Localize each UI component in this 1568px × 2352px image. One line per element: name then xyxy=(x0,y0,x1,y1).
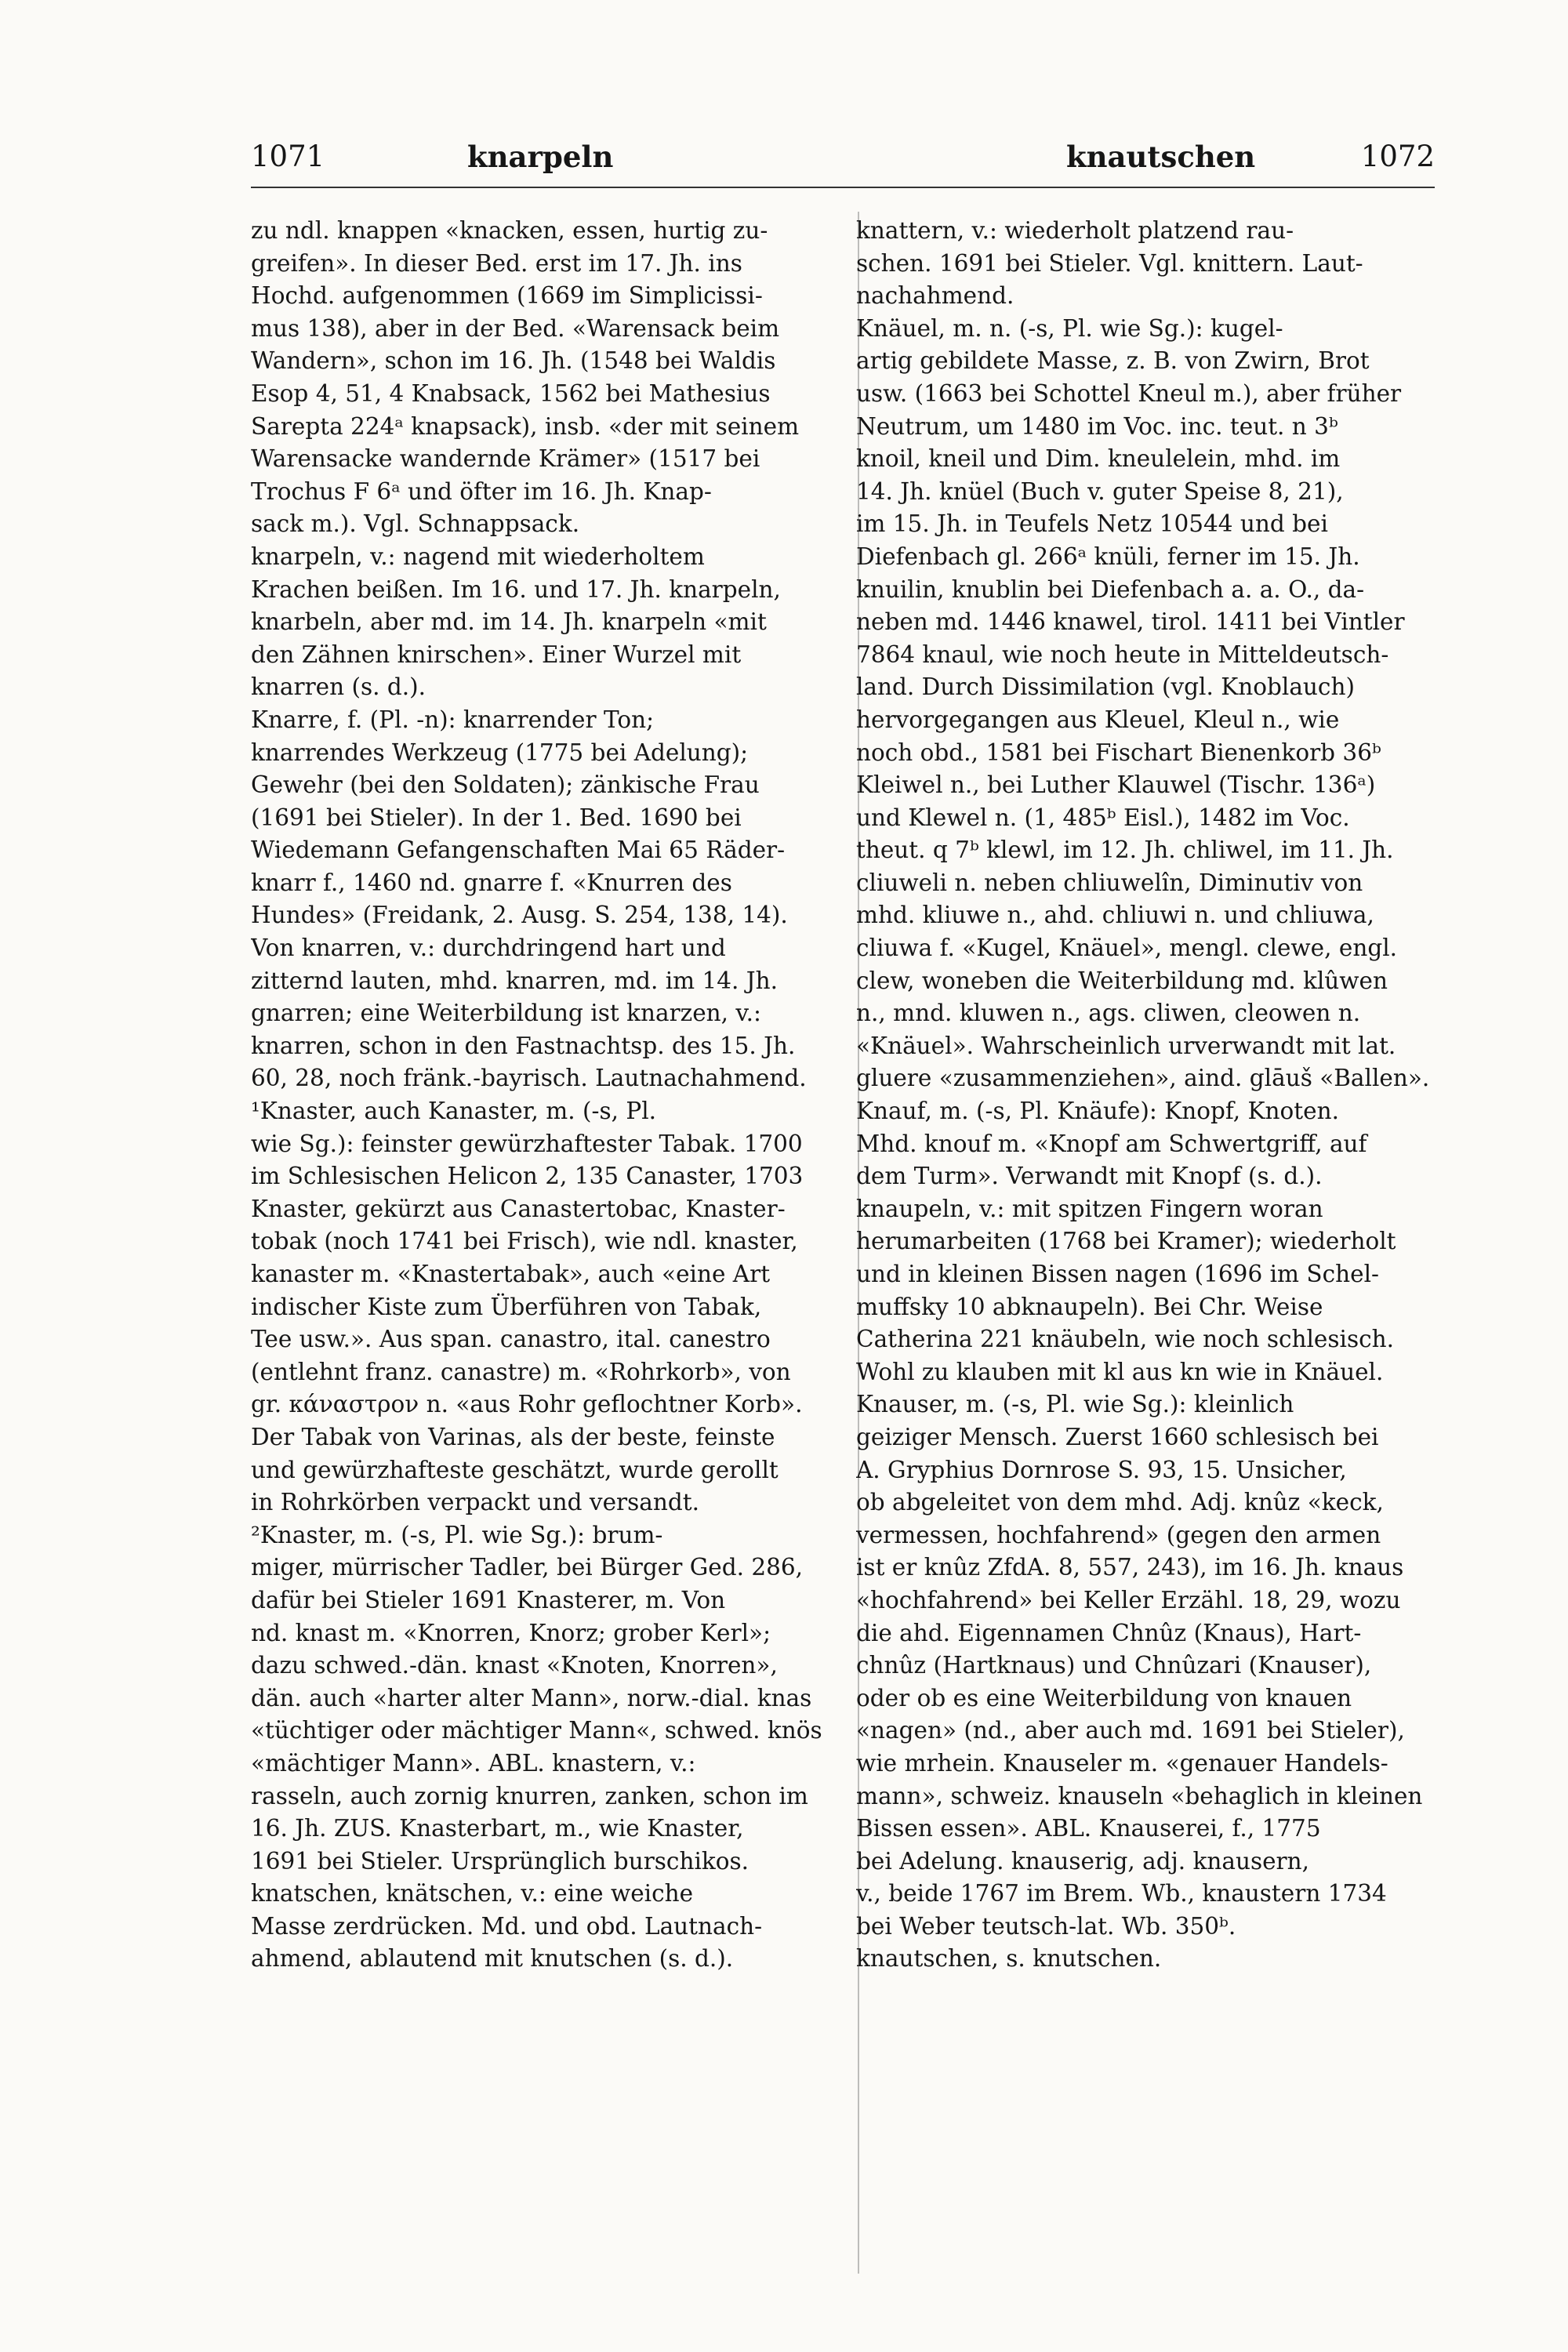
text-line: clew, woneben die Weiterbildung md. klûwen xyxy=(856,967,1388,994)
text-line: Wohl zu klauben mit kl aus kn wie in Knäuel. xyxy=(856,1358,1384,1385)
text-line: 7864 knaul, wie noch heute in Mitteldeutsch- xyxy=(856,641,1389,668)
text-line: knarpeln, v.: nagend mit wiederholtem xyxy=(251,543,705,570)
page-number-left: 1071 xyxy=(251,140,325,173)
text-line: Der Tabak von Varinas, als der beste, feinste xyxy=(251,1423,775,1450)
page-number-right: 1072 xyxy=(1360,140,1435,173)
text-line: ¹Knaster, auch Kanaster, m. (-s, Pl. xyxy=(251,1098,657,1125)
text-line: knaupeln, v.: mit spitzen Fingern woran xyxy=(856,1195,1323,1222)
text-line: in Rohrkörben verpackt und versandt. xyxy=(251,1489,699,1516)
text-line: Diefenbach gl. 266ᵃ knüli, ferner im 15. Jh. xyxy=(856,543,1360,570)
text-line: ahmend, ablautend mit knutschen (s. d.). xyxy=(251,1945,734,1973)
text-line: tobak (noch 1741 bei Frisch), wie ndl. knaster, xyxy=(251,1228,798,1255)
text-line: wie Sg.): feinster gewürzhaftester Tabak. 1700 xyxy=(251,1130,803,1157)
text-line: dem Turm». Verwandt mit Knopf (s. d.). xyxy=(856,1163,1323,1190)
text-line: ist er knûz ZfdA. 8, 557, 243), im 16. Jh. knaus xyxy=(856,1554,1404,1581)
text-line: Von knarren, v.: durchdringend hart und xyxy=(251,935,726,962)
text-line: geiziger Mensch. Zuerst 1660 schlesisch bei xyxy=(856,1423,1379,1450)
text-line: 16. Jh. ZUS. Knasterbart, m., wie Knaster, xyxy=(251,1815,744,1842)
text-line: Knauf, m. (-s, Pl. Knäufe): Knopf, Knoten. xyxy=(856,1098,1339,1125)
text-line: gr. κάναστρον n. «aus Rohr geflochtner Korb». xyxy=(251,1391,803,1418)
text-line: den Zähnen knirschen». Einer Wurzel mit xyxy=(251,641,742,668)
text-line: im 15. Jh. in Teufels Netz 10544 und bei xyxy=(856,510,1328,538)
text-line: ob abgeleitet von dem mhd. Adj. knûz «keck, xyxy=(856,1489,1384,1516)
text-line: Knäuel, m. n. (-s, Pl. wie Sg.): kugel- xyxy=(856,314,1283,342)
text-line: Mhd. knouf m. «Knopf am Schwertgriff, auf xyxy=(856,1130,1367,1157)
text-line: Tee usw.». Aus span. canastro, ital. canestro xyxy=(251,1326,771,1353)
text-line: muffsky 10 abknaupeln). Bei Chr. Weise xyxy=(856,1293,1323,1320)
text-line: «nagen» (nd., aber auch md. 1691 bei Stieler), xyxy=(856,1717,1405,1744)
text-line: Krachen beißen. Im 16. und 17. Jh. knarpeln, xyxy=(251,575,781,603)
text-line: gnarren; eine Weiterbildung ist knarzen, v.: xyxy=(251,1000,761,1027)
text-line: Knarre, f. (Pl. -n): knarrender Ton; xyxy=(251,706,655,733)
text-line: zitternd lauten, mhd. knarren, md. im 14. Jh. xyxy=(251,967,778,994)
text-line: chnûz (Hartknaus) und Chnûzari (Knauser), xyxy=(856,1652,1372,1679)
text-line: Wiedemann Gefangenschaften Mai 65 Räder- xyxy=(251,837,786,864)
text-line: 60, 28, noch fränk.-bayrisch. Lautnachahmend. xyxy=(251,1065,807,1092)
text-line: dafür bei Stieler 1691 Knasterer, m. Von xyxy=(251,1586,726,1613)
text-line: noch obd., 1581 bei Fischart Bienenkorb 36ᵇ xyxy=(856,739,1381,766)
text-line: 1691 bei Stieler. Ursprünglich burschikos. xyxy=(251,1847,750,1875)
text-line: Wandern», schon im 16. Jh. (1548 bei Waldis xyxy=(251,347,776,375)
text-line: Kleiwel n., bei Luther Klauwel (Tischr. 136ᵃ) xyxy=(856,771,1376,799)
text-line: A. Gryphius Dornrose S. 93, 15. Unsicher, xyxy=(856,1456,1347,1483)
text-line: rasseln, auch zornig knurren, zanken, schon im xyxy=(251,1782,808,1809)
text-line: und in kleinen Bissen nagen (1696 im Schel- xyxy=(856,1261,1379,1287)
text-line: schen. 1691 bei Stieler. Vgl. knittern. Laut- xyxy=(856,249,1363,277)
text-line: (1691 bei Stieler). In der 1. Bed. 1690 bei xyxy=(251,804,742,831)
text-line: knautschen, s. knutschen. xyxy=(856,1945,1162,1973)
text-line: bei Adelung. knauserig, adj. knausern, xyxy=(856,1847,1310,1875)
text-line: Knaster, gekürzt aus Canastertobac, Knaster- xyxy=(251,1195,786,1222)
text-line: cliuweli n. neben chliuwelîn, Diminutiv von xyxy=(856,869,1363,896)
text-line: Masse zerdrücken. Md. und obd. Lautnach- xyxy=(251,1912,763,1940)
text-line: «hochfahrend» bei Keller Erzähl. 18, 29, wozu xyxy=(856,1586,1401,1613)
text-line: «mächtiger Mann». ABL. knastern, v.: xyxy=(251,1749,696,1777)
text-line: mann», schweiz. knauseln «behaglich in kleinen xyxy=(856,1782,1423,1809)
text-line: knarren (s. d.). xyxy=(251,673,426,701)
text-line: (entlehnt franz. canastre) m. «Rohrkorb», von xyxy=(251,1358,791,1385)
text-line: kanaster m. «Knastertabak», auch «eine Art xyxy=(251,1261,771,1287)
text-line: Esop 4, 51, 4 Knabsack, 1562 bei Mathesius xyxy=(251,379,771,407)
text-line: dazu schwed.-dän. knast «Knoten, Knorren», xyxy=(251,1652,778,1679)
text-line: Warensacke wandernde Krämer» (1517 bei xyxy=(251,445,760,473)
text-line: nd. knast m. «Knorren, Knorz; grober Kerl»; xyxy=(251,1619,771,1646)
text-line: neben md. 1446 knawel, tirol. 1411 bei Vintler xyxy=(856,608,1405,636)
text-line: mus 138), aber in der Bed. «Warensack beim xyxy=(251,314,780,342)
left-column xyxy=(251,215,829,1976)
text-line: die ahd. Eigennamen Chnûz (Knaus), Hart- xyxy=(856,1619,1362,1646)
text-line: Knauser, m. (-s, Pl. wie Sg.): kleinlich xyxy=(856,1391,1294,1418)
text-line: nachahmend. xyxy=(856,282,1014,310)
text-line: knattern, v.: wiederholt platzend rau- xyxy=(856,217,1294,244)
text-line: Sarepta 224ᵃ knapsack), insb. «der mit seinem xyxy=(251,412,800,440)
text-line: artig gebildete Masse, z. B. von Zwirn, Brot xyxy=(856,347,1370,375)
text-line: indischer Kiste zum Überführen von Tabak, xyxy=(251,1293,762,1320)
text-line: mhd. kliuwe n., ahd. chliuwi n. und chliuwa, xyxy=(856,902,1374,929)
text-line: greifen». In dieser Bed. erst im 17. Jh. ins xyxy=(251,249,742,277)
text-line: Catherina 221 knäubeln, wie noch schlesisch. xyxy=(856,1326,1394,1353)
text-line: usw. (1663 bei Schottel Kneul m.), aber früher xyxy=(856,379,1402,407)
text-line: knuilin, knublin bei Diefenbach a. a. O., da- xyxy=(856,575,1365,603)
text-line: Trochus F 6ᵃ und öfter im 16. Jh. Knap- xyxy=(251,477,712,505)
text-line: knoil, kneil und Dim. kneulelein, mhd. im xyxy=(856,445,1341,473)
text-line: n., mnd. kluwen n., ags. cliwen, cleowen n. xyxy=(856,1000,1361,1027)
text-line: Hochd. aufgenommen (1669 im Simplicissi- xyxy=(251,282,763,310)
text-line: bei Weber teutsch-lat. Wb. 350ᵇ. xyxy=(856,1912,1236,1940)
right-column xyxy=(856,215,1435,1976)
text-line: dän. auch «harter alter Mann», norw.-dial. knas xyxy=(251,1684,812,1711)
text-line: und Klewel n. (1, 485ᵇ Eisl.), 1482 im Voc. xyxy=(856,804,1350,831)
text-line: Hundes» (Freidank, 2. Ausg. S. 254, 138, 14). xyxy=(251,902,788,929)
text-line: «tüchtiger oder mächtiger Mann«, schwed. knös xyxy=(251,1717,822,1744)
page-header xyxy=(251,138,1435,185)
text-line: Bissen essen». ABL. Knauserei, f., 1775 xyxy=(856,1815,1321,1842)
text-line: zu ndl. knappen «knacken, essen, hurtig zu- xyxy=(251,217,768,244)
running-headword-right: knautschen xyxy=(1066,140,1256,174)
text-line: gluere «zusammenziehen», aind. glāuš «Ballen». xyxy=(856,1065,1430,1092)
text-line: vermessen, hochfahrend» (gegen den armen xyxy=(856,1521,1381,1548)
text-line: knarrendes Werkzeug (1775 bei Adelung); xyxy=(251,739,749,766)
text-line: v., beide 1767 im Brem. Wb., knaustern 1734 xyxy=(856,1880,1387,1907)
text-line: knarren, schon in den Fastnachtsp. des 15. Jh. xyxy=(251,1032,796,1059)
text-line: knatschen, knätschen, v.: eine weiche xyxy=(251,1880,694,1907)
text-line: herumarbeiten (1768 bei Kramer); wiederholt xyxy=(856,1228,1396,1255)
text-line: und gewürzhafteste geschätzt, wurde gerollt xyxy=(251,1456,779,1483)
text-line: theut. q 7ᵇ klewl, im 12. Jh. chliwel, im 11. Jh. xyxy=(856,837,1394,864)
text-line: knarbeln, aber md. im 14. Jh. knarpeln «mit xyxy=(251,608,767,636)
text-line: cliuwa f. «Kugel, Knäuel», mengl. clewe, engl. xyxy=(856,935,1398,962)
running-headword-left: knarpeln xyxy=(467,140,614,174)
text-line: knarr f., 1460 nd. gnarre f. «Knurren des xyxy=(251,869,732,896)
header-rule xyxy=(251,187,1435,188)
text-line: Neutrum, um 1480 im Voc. inc. teut. n 3ᵇ xyxy=(856,412,1338,440)
text-line: 14. Jh. knüel (Buch v. guter Speise 8, 21), xyxy=(856,477,1344,505)
text-line: hervorgegangen aus Kleuel, Kleul n., wie xyxy=(856,706,1340,733)
text-line: Gewehr (bei den Soldaten); zänkische Frau xyxy=(251,771,760,799)
text-line: «Knäuel». Wahrscheinlich urverwandt mit lat. xyxy=(856,1032,1396,1059)
text-line: wie mrhein. Knauseler m. «genauer Handels- xyxy=(856,1749,1388,1777)
text-line: ²Knaster, m. (-s, Pl. wie Sg.): brum- xyxy=(251,1521,663,1548)
text-line: land. Durch Dissimilation (vgl. Knoblauch) xyxy=(856,673,1355,701)
text-line: oder ob es eine Weiterbildung von knauen xyxy=(856,1684,1352,1711)
text-line: im Schlesischen Helicon 2, 135 Canaster, 1703 xyxy=(251,1163,804,1190)
text-line: miger, mürrischer Tadler, bei Bürger Ged. 286, xyxy=(251,1554,804,1581)
text-line: sack m.). Vgl. Schnappsack. xyxy=(251,510,580,538)
